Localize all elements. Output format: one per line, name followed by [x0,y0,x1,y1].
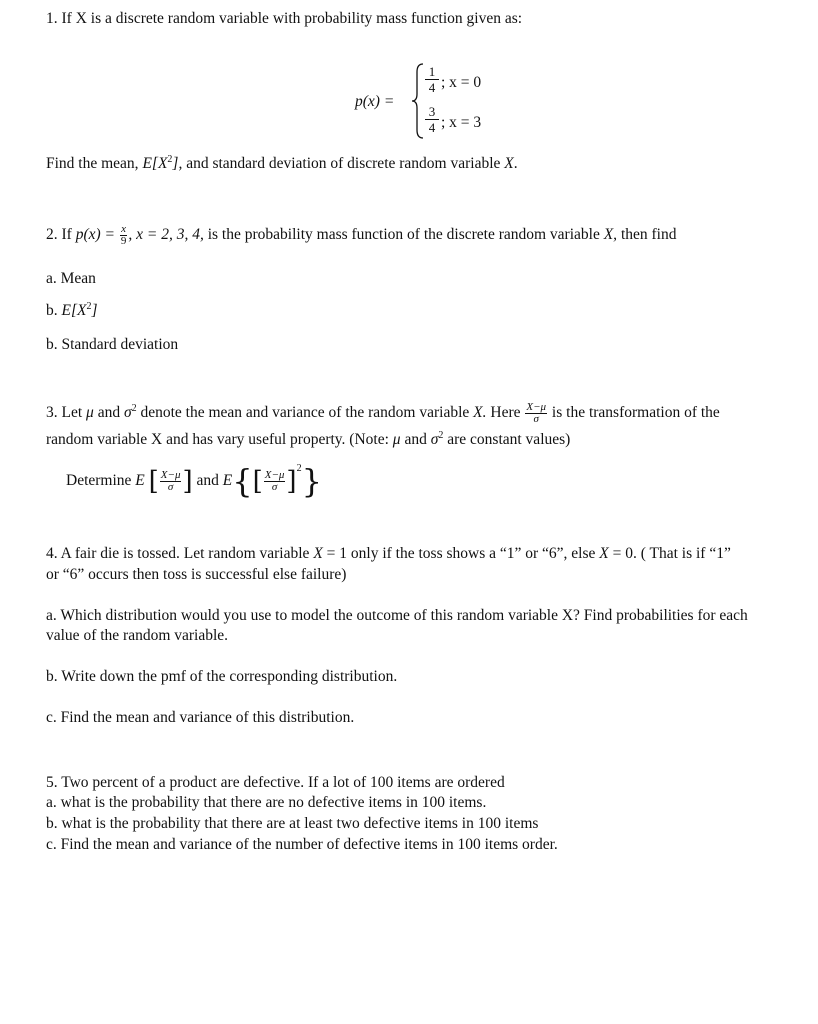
q5-part-a: a. what is the probability that there are no defective items in 100 items. [46,794,487,811]
q2-fraction: $\frac{x}{9}$ [120,223,127,247]
q4-part-a-line2: value of the random variable. [46,627,229,644]
q5-line1: 5. Two percent of a product are defective. If a lot of 100 items are ordered [46,774,505,791]
q3-line1: 3. Let μ and $\sigma^2$ denote the mean and variance of the random variable X. Here $\frac{X-\mu}{\sigma}$ is the transformation of the [46,401,720,425]
q3-fraction-1: $\frac{X-\mu}{\sigma}$ [160,469,181,493]
q1-case1-condition: ; x = 0 [441,74,482,91]
q1-pmf-lhs: p(x) = [355,93,395,110]
q4-part-b: b. Write down the pmf of the corresponding distribution. [46,668,398,685]
q1-case2-fraction: 3 4 [425,104,439,135]
q4-line2: or “6” occurs then toss is successful else failure) [46,566,347,583]
q4-part-c: c. Find the mean and variance of this distribution. [46,709,355,726]
q3-fraction-2: $\frac{X-\mu}{\sigma}$ [264,469,285,493]
curly-brace-icon [411,62,425,140]
q1-case2-condition: ; x = 3 [441,114,482,131]
q5-part-b: b. what is the probability that there are at least two defective items in 100 items [46,815,539,832]
q1-case1-fraction: 1 4 [425,64,439,95]
q2-part-a: a. Mean [46,270,96,287]
q2-part-b: b. $E[X^2]$ [46,300,98,319]
q3-transform-fraction: $\frac{X-\mu}{\sigma}$ [526,401,547,425]
q1-pmf-definition [355,62,555,142]
q3-determine: Determine E [ $\frac{X-\mu}{\sigma}$ ] and E{[ $\frac{X-\mu}{\sigma}$ ]$^2$} [66,462,322,501]
q1-find: Find the mean, $E[X^2]$, and standard deviation of discrete random variable X. [46,153,518,172]
q4-part-a-line1: a. Which distribution would you use to model the outcome of this random variable X? Find probabilities for each [46,607,748,624]
q4-line1: 4. A fair die is tossed. Let random variable X = 1 only if the toss shows a “1” or “6”, else X = 0. ( That is if “1” [46,545,731,562]
q1-stem: 1. If X is a discrete random variable with probability mass function given as: [46,10,523,27]
q2-stem: 2. If p(x) = $\frac{x}{9}$ , x = 2, 3, 4, is the probability mass function of the discrete random variable X, then find [46,223,677,247]
q2-part-c: b. Standard deviation [46,336,179,353]
q5-part-c: c. Find the mean and variance of the number of defective items in 100 items order. [46,836,558,853]
q3-line2: random variable X and has vary useful property. (Note: μ and $\sigma^2$ are constant values) [46,429,571,448]
